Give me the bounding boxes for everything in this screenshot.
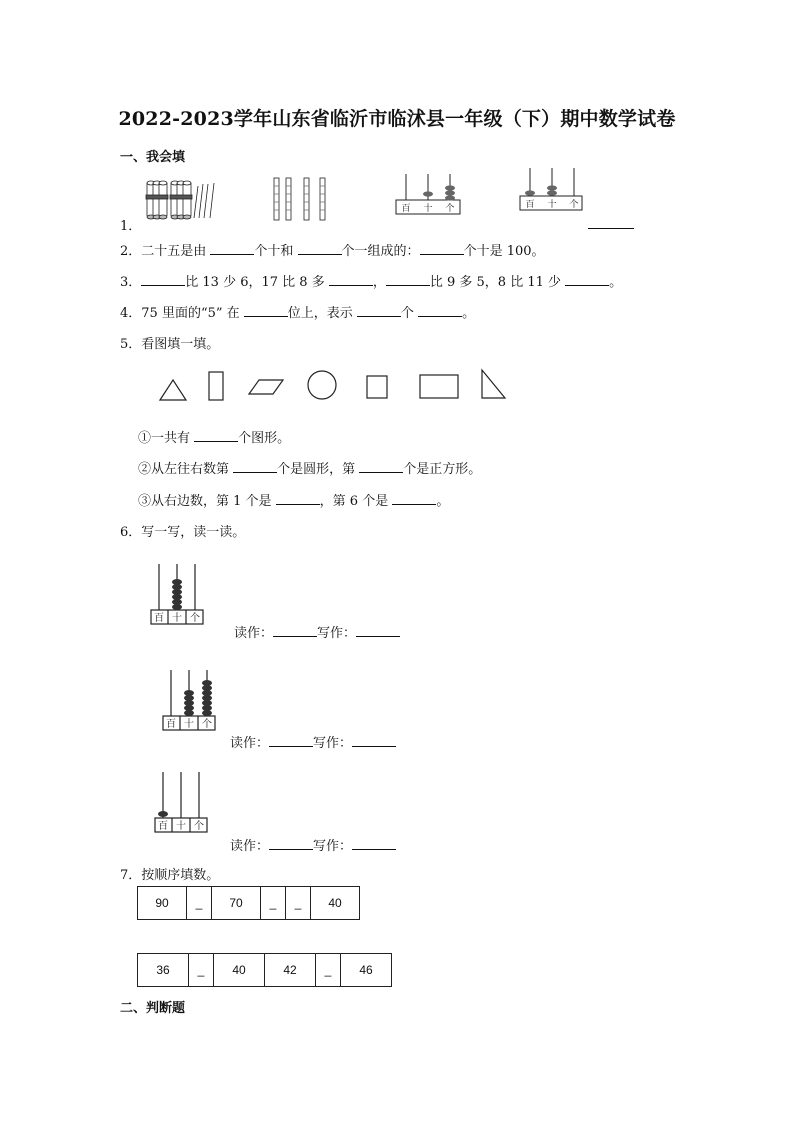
abacus-label-tens: 十 bbox=[547, 200, 557, 210]
answer-blank[interactable] bbox=[276, 503, 320, 505]
bundles-of-sticks-image bbox=[140, 178, 220, 223]
abacus-image-q6-2 bbox=[162, 668, 216, 734]
answer-blank[interactable] bbox=[244, 315, 288, 317]
question-5-heading: 5．看图填一填。 bbox=[120, 337, 220, 352]
number-sequence-table-2 bbox=[137, 953, 392, 987]
sequence-cell: 36 bbox=[138, 954, 189, 987]
sequence-cell: 42 bbox=[265, 954, 316, 987]
abacus-label-hundreds: 百 bbox=[525, 200, 535, 210]
triangle-shape bbox=[160, 380, 186, 400]
abacus-image-q1-a bbox=[394, 172, 464, 218]
read-as-blank[interactable] bbox=[269, 848, 313, 850]
sequence-cell: 46 bbox=[341, 954, 392, 987]
wide-rectangle-shape bbox=[420, 375, 458, 398]
question-6-row-2: 读作： 写作： bbox=[230, 732, 396, 751]
square-shape bbox=[367, 376, 387, 398]
answer-blank[interactable] bbox=[210, 253, 254, 255]
read-as-blank[interactable] bbox=[273, 635, 317, 637]
question-5-part-1: ①一共有 个图形。 bbox=[138, 431, 291, 446]
shapes-row-image bbox=[155, 366, 515, 410]
number-sequence-table-1 bbox=[137, 886, 360, 920]
abacus-label-hundreds: 百 bbox=[166, 719, 176, 730]
answer-blank[interactable] bbox=[357, 315, 401, 317]
question-5-part-3: ③从右边数，第 1 个是 ，第 6 个是 。 bbox=[138, 494, 450, 509]
abacus-label-tens: 十 bbox=[176, 821, 186, 832]
abacus-label-hundreds: 百 bbox=[154, 613, 164, 624]
question-6-heading: 6．写一写，读一读。 bbox=[120, 525, 246, 540]
question-6-row-3: 读作： 写作： bbox=[230, 835, 396, 854]
answer-blank[interactable] bbox=[233, 471, 277, 473]
sequence-blank-cell[interactable]: _ bbox=[187, 887, 212, 920]
write-as-blank[interactable] bbox=[352, 745, 396, 747]
circle-shape bbox=[308, 371, 336, 399]
abacus-label-ones: 个 bbox=[445, 204, 455, 214]
abacus-label-tens: 十 bbox=[172, 613, 182, 624]
question-1-answer-blank[interactable] bbox=[588, 228, 634, 229]
question-2: 2．二十五是由 个十和 个一组成的： 个十是 100。 bbox=[120, 244, 545, 259]
sequence-blank-cell[interactable]: _ bbox=[316, 954, 341, 987]
abacus-image-q1-b bbox=[518, 166, 586, 214]
section-heading-true-false: 二、判断题 bbox=[120, 1001, 186, 1016]
read-as-blank[interactable] bbox=[269, 745, 313, 747]
section-heading-fill-in: 一、我会填 bbox=[120, 150, 186, 165]
question-3: 3． 比 13 少 6，17 比 8 多 ， 比 9 多 5，8 比 11 少 。 bbox=[120, 275, 623, 290]
answer-blank[interactable] bbox=[392, 503, 436, 505]
sequence-cell: 70 bbox=[212, 887, 261, 920]
abacus-label-hundreds: 百 bbox=[158, 821, 168, 832]
abacus-label-tens: 十 bbox=[184, 719, 194, 730]
answer-blank[interactable] bbox=[329, 284, 373, 286]
answer-blank[interactable] bbox=[141, 284, 185, 286]
abacus-label-tens: 十 bbox=[423, 204, 433, 214]
sequence-cell: 40 bbox=[311, 887, 360, 920]
parallelogram-shape bbox=[249, 380, 283, 394]
question-5-part-2: ②从左往右数第 个是圆形，第 个是正方形。 bbox=[138, 462, 482, 477]
answer-blank[interactable] bbox=[298, 253, 342, 255]
sequence-cell: 90 bbox=[138, 887, 187, 920]
tens-rods-image bbox=[268, 174, 334, 222]
abacus-label-hundreds: 百 bbox=[401, 204, 411, 214]
answer-blank[interactable] bbox=[420, 253, 464, 255]
page-title: 2022-2023学年山东省临沂市临沭县一年级（下）期中数学试卷 bbox=[118, 108, 676, 130]
right-triangle-shape bbox=[482, 370, 505, 398]
question-6-row-1: 读作： 写作： bbox=[234, 622, 400, 641]
tall-rectangle-shape bbox=[209, 372, 223, 400]
write-as-blank[interactable] bbox=[356, 635, 400, 637]
write-as-blank[interactable] bbox=[352, 848, 396, 850]
sequence-blank-cell[interactable]: _ bbox=[189, 954, 214, 987]
sequence-cell: 40 bbox=[214, 954, 265, 987]
answer-blank[interactable] bbox=[194, 440, 238, 442]
answer-blank[interactable] bbox=[359, 471, 403, 473]
abacus-label-ones: 个 bbox=[569, 200, 579, 210]
question-4: 4．75 里面的“5” 在 位上，表示 个 。 bbox=[120, 306, 476, 321]
abacus-label-ones: 个 bbox=[190, 613, 200, 624]
answer-blank[interactable] bbox=[418, 315, 462, 317]
abacus-label-ones: 个 bbox=[194, 821, 204, 832]
sequence-blank-cell[interactable]: _ bbox=[261, 887, 286, 920]
abacus-image-q6-3 bbox=[154, 770, 208, 836]
answer-blank[interactable] bbox=[386, 284, 430, 286]
abacus-image-q6-1 bbox=[150, 562, 204, 628]
question-7-heading: 7．按顺序填数。 bbox=[120, 868, 220, 883]
sequence-blank-cell[interactable]: _ bbox=[286, 887, 311, 920]
answer-blank[interactable] bbox=[565, 284, 609, 286]
question-1-number: 1． bbox=[120, 219, 142, 234]
abacus-label-ones: 个 bbox=[202, 719, 212, 730]
